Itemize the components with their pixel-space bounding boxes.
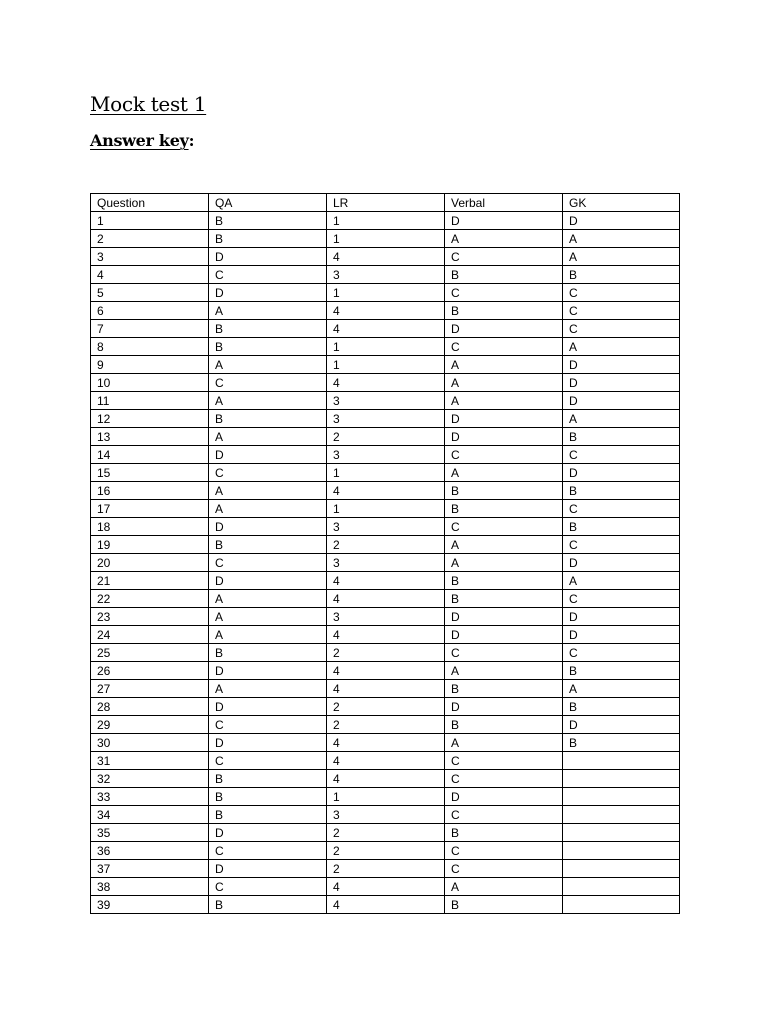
page-title: Mock test 1	[90, 92, 207, 116]
question-number-cell: 29	[91, 716, 209, 734]
lr-answer-cell: 4	[327, 572, 445, 590]
qa-answer-cell: A	[209, 302, 327, 320]
verbal-answer-cell: B	[445, 716, 563, 734]
section-heading-text: Answer key	[90, 131, 189, 150]
section-heading-colon: :	[188, 131, 195, 150]
table-row	[91, 482, 680, 500]
qa-answer-cell: B	[209, 320, 327, 338]
table-row	[91, 806, 680, 824]
question-number-cell: 2	[91, 230, 209, 248]
verbal-answer-cell: C	[445, 860, 563, 878]
question-number-cell: 6	[91, 302, 209, 320]
table-row	[91, 338, 680, 356]
qa-answer-cell: D	[209, 446, 327, 464]
table-row	[91, 464, 680, 482]
verbal-answer-cell: C	[445, 770, 563, 788]
question-number-cell: 23	[91, 608, 209, 626]
table-row	[91, 608, 680, 626]
verbal-answer-cell: C	[445, 806, 563, 824]
verbal-answer-cell: A	[445, 662, 563, 680]
gk-answer-cell	[563, 878, 680, 896]
table-row	[91, 572, 680, 590]
question-number-cell: 39	[91, 896, 209, 914]
table-row	[91, 428, 680, 446]
question-number-cell: 34	[91, 806, 209, 824]
verbal-answer-cell: B	[445, 590, 563, 608]
question-number-cell: 17	[91, 500, 209, 518]
lr-answer-cell: 4	[327, 770, 445, 788]
qa-answer-cell: D	[209, 284, 327, 302]
qa-answer-cell: A	[209, 482, 327, 500]
qa-answer-cell: A	[209, 500, 327, 518]
gk-answer-cell	[563, 788, 680, 806]
table-row	[91, 698, 680, 716]
verbal-answer-cell: B	[445, 482, 563, 500]
lr-answer-cell: 2	[327, 842, 445, 860]
gk-answer-cell: C	[563, 590, 680, 608]
question-number-cell: 32	[91, 770, 209, 788]
lr-answer-cell: 4	[327, 374, 445, 392]
lr-answer-cell: 1	[327, 788, 445, 806]
verbal-answer-cell: B	[445, 266, 563, 284]
qa-answer-cell: C	[209, 842, 327, 860]
lr-answer-cell: 3	[327, 518, 445, 536]
gk-answer-cell: D	[563, 464, 680, 482]
lr-answer-cell: 1	[327, 284, 445, 302]
column-header-lr: LR	[327, 194, 445, 212]
question-number-cell: 18	[91, 518, 209, 536]
lr-answer-cell: 2	[327, 824, 445, 842]
table-row	[91, 212, 680, 230]
question-number-cell: 36	[91, 842, 209, 860]
gk-answer-cell: C	[563, 284, 680, 302]
question-number-cell: 28	[91, 698, 209, 716]
table-row	[91, 446, 680, 464]
qa-answer-cell: D	[209, 824, 327, 842]
lr-answer-cell: 2	[327, 428, 445, 446]
table-row	[91, 644, 680, 662]
question-number-cell: 13	[91, 428, 209, 446]
table-row	[91, 230, 680, 248]
question-number-cell: 30	[91, 734, 209, 752]
gk-answer-cell: A	[563, 338, 680, 356]
table-row	[91, 248, 680, 266]
gk-answer-cell	[563, 806, 680, 824]
verbal-answer-cell: C	[445, 518, 563, 536]
verbal-answer-cell: A	[445, 536, 563, 554]
qa-answer-cell: B	[209, 788, 327, 806]
qa-answer-cell: D	[209, 572, 327, 590]
lr-answer-cell: 4	[327, 752, 445, 770]
lr-answer-cell: 3	[327, 806, 445, 824]
gk-answer-cell: D	[563, 608, 680, 626]
verbal-answer-cell: B	[445, 896, 563, 914]
lr-answer-cell: 2	[327, 698, 445, 716]
gk-answer-cell: B	[563, 482, 680, 500]
table-row	[91, 554, 680, 572]
qa-answer-cell: D	[209, 860, 327, 878]
gk-answer-cell	[563, 752, 680, 770]
lr-answer-cell: 4	[327, 878, 445, 896]
qa-answer-cell: C	[209, 266, 327, 284]
column-header-question: Question	[91, 194, 209, 212]
gk-answer-cell: D	[563, 554, 680, 572]
question-number-cell: 38	[91, 878, 209, 896]
question-number-cell: 12	[91, 410, 209, 428]
lr-answer-cell: 4	[327, 320, 445, 338]
gk-answer-cell: D	[563, 626, 680, 644]
lr-answer-cell: 3	[327, 554, 445, 572]
qa-answer-cell: A	[209, 608, 327, 626]
verbal-answer-cell: B	[445, 572, 563, 590]
verbal-answer-cell: D	[445, 608, 563, 626]
qa-answer-cell: D	[209, 518, 327, 536]
qa-answer-cell: C	[209, 878, 327, 896]
verbal-answer-cell: D	[445, 320, 563, 338]
lr-answer-cell: 4	[327, 482, 445, 500]
gk-answer-cell	[563, 860, 680, 878]
verbal-answer-cell: D	[445, 788, 563, 806]
answer-key-table	[90, 193, 680, 914]
gk-answer-cell: C	[563, 536, 680, 554]
table-row	[91, 734, 680, 752]
question-number-cell: 5	[91, 284, 209, 302]
gk-answer-cell: A	[563, 230, 680, 248]
lr-answer-cell: 4	[327, 248, 445, 266]
table-row	[91, 662, 680, 680]
lr-answer-cell: 4	[327, 302, 445, 320]
gk-answer-cell: B	[563, 734, 680, 752]
gk-answer-cell	[563, 824, 680, 842]
qa-answer-cell: C	[209, 752, 327, 770]
verbal-answer-cell: C	[445, 644, 563, 662]
table-row	[91, 752, 680, 770]
lr-answer-cell: 1	[327, 356, 445, 374]
verbal-answer-cell: C	[445, 338, 563, 356]
table-row	[91, 788, 680, 806]
verbal-answer-cell: A	[445, 878, 563, 896]
question-number-cell: 20	[91, 554, 209, 572]
question-number-cell: 1	[91, 212, 209, 230]
lr-answer-cell: 4	[327, 734, 445, 752]
verbal-answer-cell: D	[445, 626, 563, 644]
question-number-cell: 21	[91, 572, 209, 590]
qa-answer-cell: B	[209, 644, 327, 662]
verbal-answer-cell: D	[445, 698, 563, 716]
qa-answer-cell: A	[209, 590, 327, 608]
gk-answer-cell: B	[563, 266, 680, 284]
table-row	[91, 896, 680, 914]
lr-answer-cell: 1	[327, 464, 445, 482]
question-number-cell: 19	[91, 536, 209, 554]
question-number-cell: 16	[91, 482, 209, 500]
question-number-cell: 9	[91, 356, 209, 374]
gk-answer-cell: C	[563, 500, 680, 518]
table-row	[91, 716, 680, 734]
question-number-cell: 8	[91, 338, 209, 356]
lr-answer-cell: 2	[327, 536, 445, 554]
table-row	[91, 392, 680, 410]
qa-answer-cell: A	[209, 356, 327, 374]
gk-answer-cell: D	[563, 716, 680, 734]
qa-answer-cell: B	[209, 896, 327, 914]
lr-answer-cell: 1	[327, 338, 445, 356]
qa-answer-cell: B	[209, 338, 327, 356]
verbal-answer-cell: D	[445, 212, 563, 230]
column-header-qa: QA	[209, 194, 327, 212]
gk-answer-cell: B	[563, 698, 680, 716]
table-row	[91, 536, 680, 554]
verbal-answer-cell: A	[445, 374, 563, 392]
table-row	[91, 824, 680, 842]
gk-answer-cell: A	[563, 572, 680, 590]
lr-answer-cell: 2	[327, 860, 445, 878]
gk-answer-cell: A	[563, 680, 680, 698]
qa-answer-cell: B	[209, 770, 327, 788]
lr-answer-cell: 4	[327, 662, 445, 680]
qa-answer-cell: C	[209, 716, 327, 734]
lr-answer-cell: 2	[327, 716, 445, 734]
lr-answer-cell: 4	[327, 680, 445, 698]
table-row	[91, 860, 680, 878]
gk-answer-cell: B	[563, 662, 680, 680]
qa-answer-cell: A	[209, 428, 327, 446]
gk-answer-cell: D	[563, 392, 680, 410]
lr-answer-cell: 4	[327, 896, 445, 914]
question-number-cell: 27	[91, 680, 209, 698]
qa-answer-cell: B	[209, 230, 327, 248]
lr-answer-cell: 4	[327, 590, 445, 608]
question-number-cell: 7	[91, 320, 209, 338]
gk-answer-cell: A	[563, 410, 680, 428]
lr-answer-cell: 1	[327, 230, 445, 248]
table-row	[91, 284, 680, 302]
question-number-cell: 35	[91, 824, 209, 842]
column-header-verbal: Verbal	[445, 194, 563, 212]
verbal-answer-cell: C	[445, 752, 563, 770]
table-row	[91, 878, 680, 896]
verbal-answer-cell: C	[445, 248, 563, 266]
table-row	[91, 842, 680, 860]
question-number-cell: 4	[91, 266, 209, 284]
qa-answer-cell: A	[209, 680, 327, 698]
column-header-gk: GK	[563, 194, 680, 212]
gk-answer-cell: C	[563, 302, 680, 320]
qa-answer-cell: B	[209, 536, 327, 554]
verbal-answer-cell: A	[445, 554, 563, 572]
lr-answer-cell: 3	[327, 608, 445, 626]
gk-answer-cell: A	[563, 248, 680, 266]
answer-key-body	[91, 212, 680, 914]
verbal-answer-cell: D	[445, 428, 563, 446]
lr-answer-cell: 3	[327, 446, 445, 464]
table-row	[91, 374, 680, 392]
table-row	[91, 680, 680, 698]
lr-answer-cell: 1	[327, 500, 445, 518]
qa-answer-cell: B	[209, 806, 327, 824]
question-number-cell: 3	[91, 248, 209, 266]
question-number-cell: 14	[91, 446, 209, 464]
verbal-answer-cell: A	[445, 734, 563, 752]
lr-answer-cell: 1	[327, 212, 445, 230]
gk-answer-cell: D	[563, 356, 680, 374]
qa-answer-cell: D	[209, 662, 327, 680]
table-row	[91, 356, 680, 374]
verbal-answer-cell: C	[445, 842, 563, 860]
verbal-answer-cell: A	[445, 464, 563, 482]
qa-answer-cell: D	[209, 698, 327, 716]
qa-answer-cell: D	[209, 734, 327, 752]
verbal-answer-cell: C	[445, 284, 563, 302]
lr-answer-cell: 2	[327, 644, 445, 662]
lr-answer-cell: 3	[327, 266, 445, 284]
gk-answer-cell: C	[563, 644, 680, 662]
header-row	[91, 194, 680, 212]
verbal-answer-cell: B	[445, 824, 563, 842]
table-row	[91, 770, 680, 788]
question-number-cell: 33	[91, 788, 209, 806]
gk-answer-cell	[563, 770, 680, 788]
question-number-cell: 25	[91, 644, 209, 662]
lr-answer-cell: 3	[327, 392, 445, 410]
qa-answer-cell: D	[209, 248, 327, 266]
gk-answer-cell: C	[563, 446, 680, 464]
question-number-cell: 26	[91, 662, 209, 680]
verbal-answer-cell: B	[445, 500, 563, 518]
lr-answer-cell: 3	[327, 410, 445, 428]
table-row	[91, 626, 680, 644]
question-number-cell: 24	[91, 626, 209, 644]
gk-answer-cell: B	[563, 518, 680, 536]
section-heading	[90, 131, 194, 150]
verbal-answer-cell: C	[445, 446, 563, 464]
qa-answer-cell: C	[209, 554, 327, 572]
table-row	[91, 590, 680, 608]
table-row	[91, 410, 680, 428]
gk-answer-cell	[563, 896, 680, 914]
table-row	[91, 302, 680, 320]
question-number-cell: 11	[91, 392, 209, 410]
verbal-answer-cell: B	[445, 680, 563, 698]
gk-answer-cell	[563, 842, 680, 860]
table-row	[91, 500, 680, 518]
qa-answer-cell: B	[209, 212, 327, 230]
verbal-answer-cell: D	[445, 410, 563, 428]
gk-answer-cell: D	[563, 374, 680, 392]
verbal-answer-cell: A	[445, 356, 563, 374]
gk-answer-cell: D	[563, 212, 680, 230]
qa-answer-cell: B	[209, 410, 327, 428]
question-number-cell: 15	[91, 464, 209, 482]
gk-answer-cell: C	[563, 320, 680, 338]
verbal-answer-cell: A	[445, 392, 563, 410]
question-number-cell: 22	[91, 590, 209, 608]
table-row	[91, 518, 680, 536]
qa-answer-cell: C	[209, 464, 327, 482]
question-number-cell: 37	[91, 860, 209, 878]
gk-answer-cell: B	[563, 428, 680, 446]
lr-answer-cell: 4	[327, 626, 445, 644]
verbal-answer-cell: B	[445, 302, 563, 320]
qa-answer-cell: A	[209, 626, 327, 644]
qa-answer-cell: A	[209, 392, 327, 410]
question-number-cell: 10	[91, 374, 209, 392]
question-number-cell: 31	[91, 752, 209, 770]
verbal-answer-cell: A	[445, 230, 563, 248]
qa-answer-cell: C	[209, 374, 327, 392]
table-row	[91, 266, 680, 284]
table-row	[91, 320, 680, 338]
